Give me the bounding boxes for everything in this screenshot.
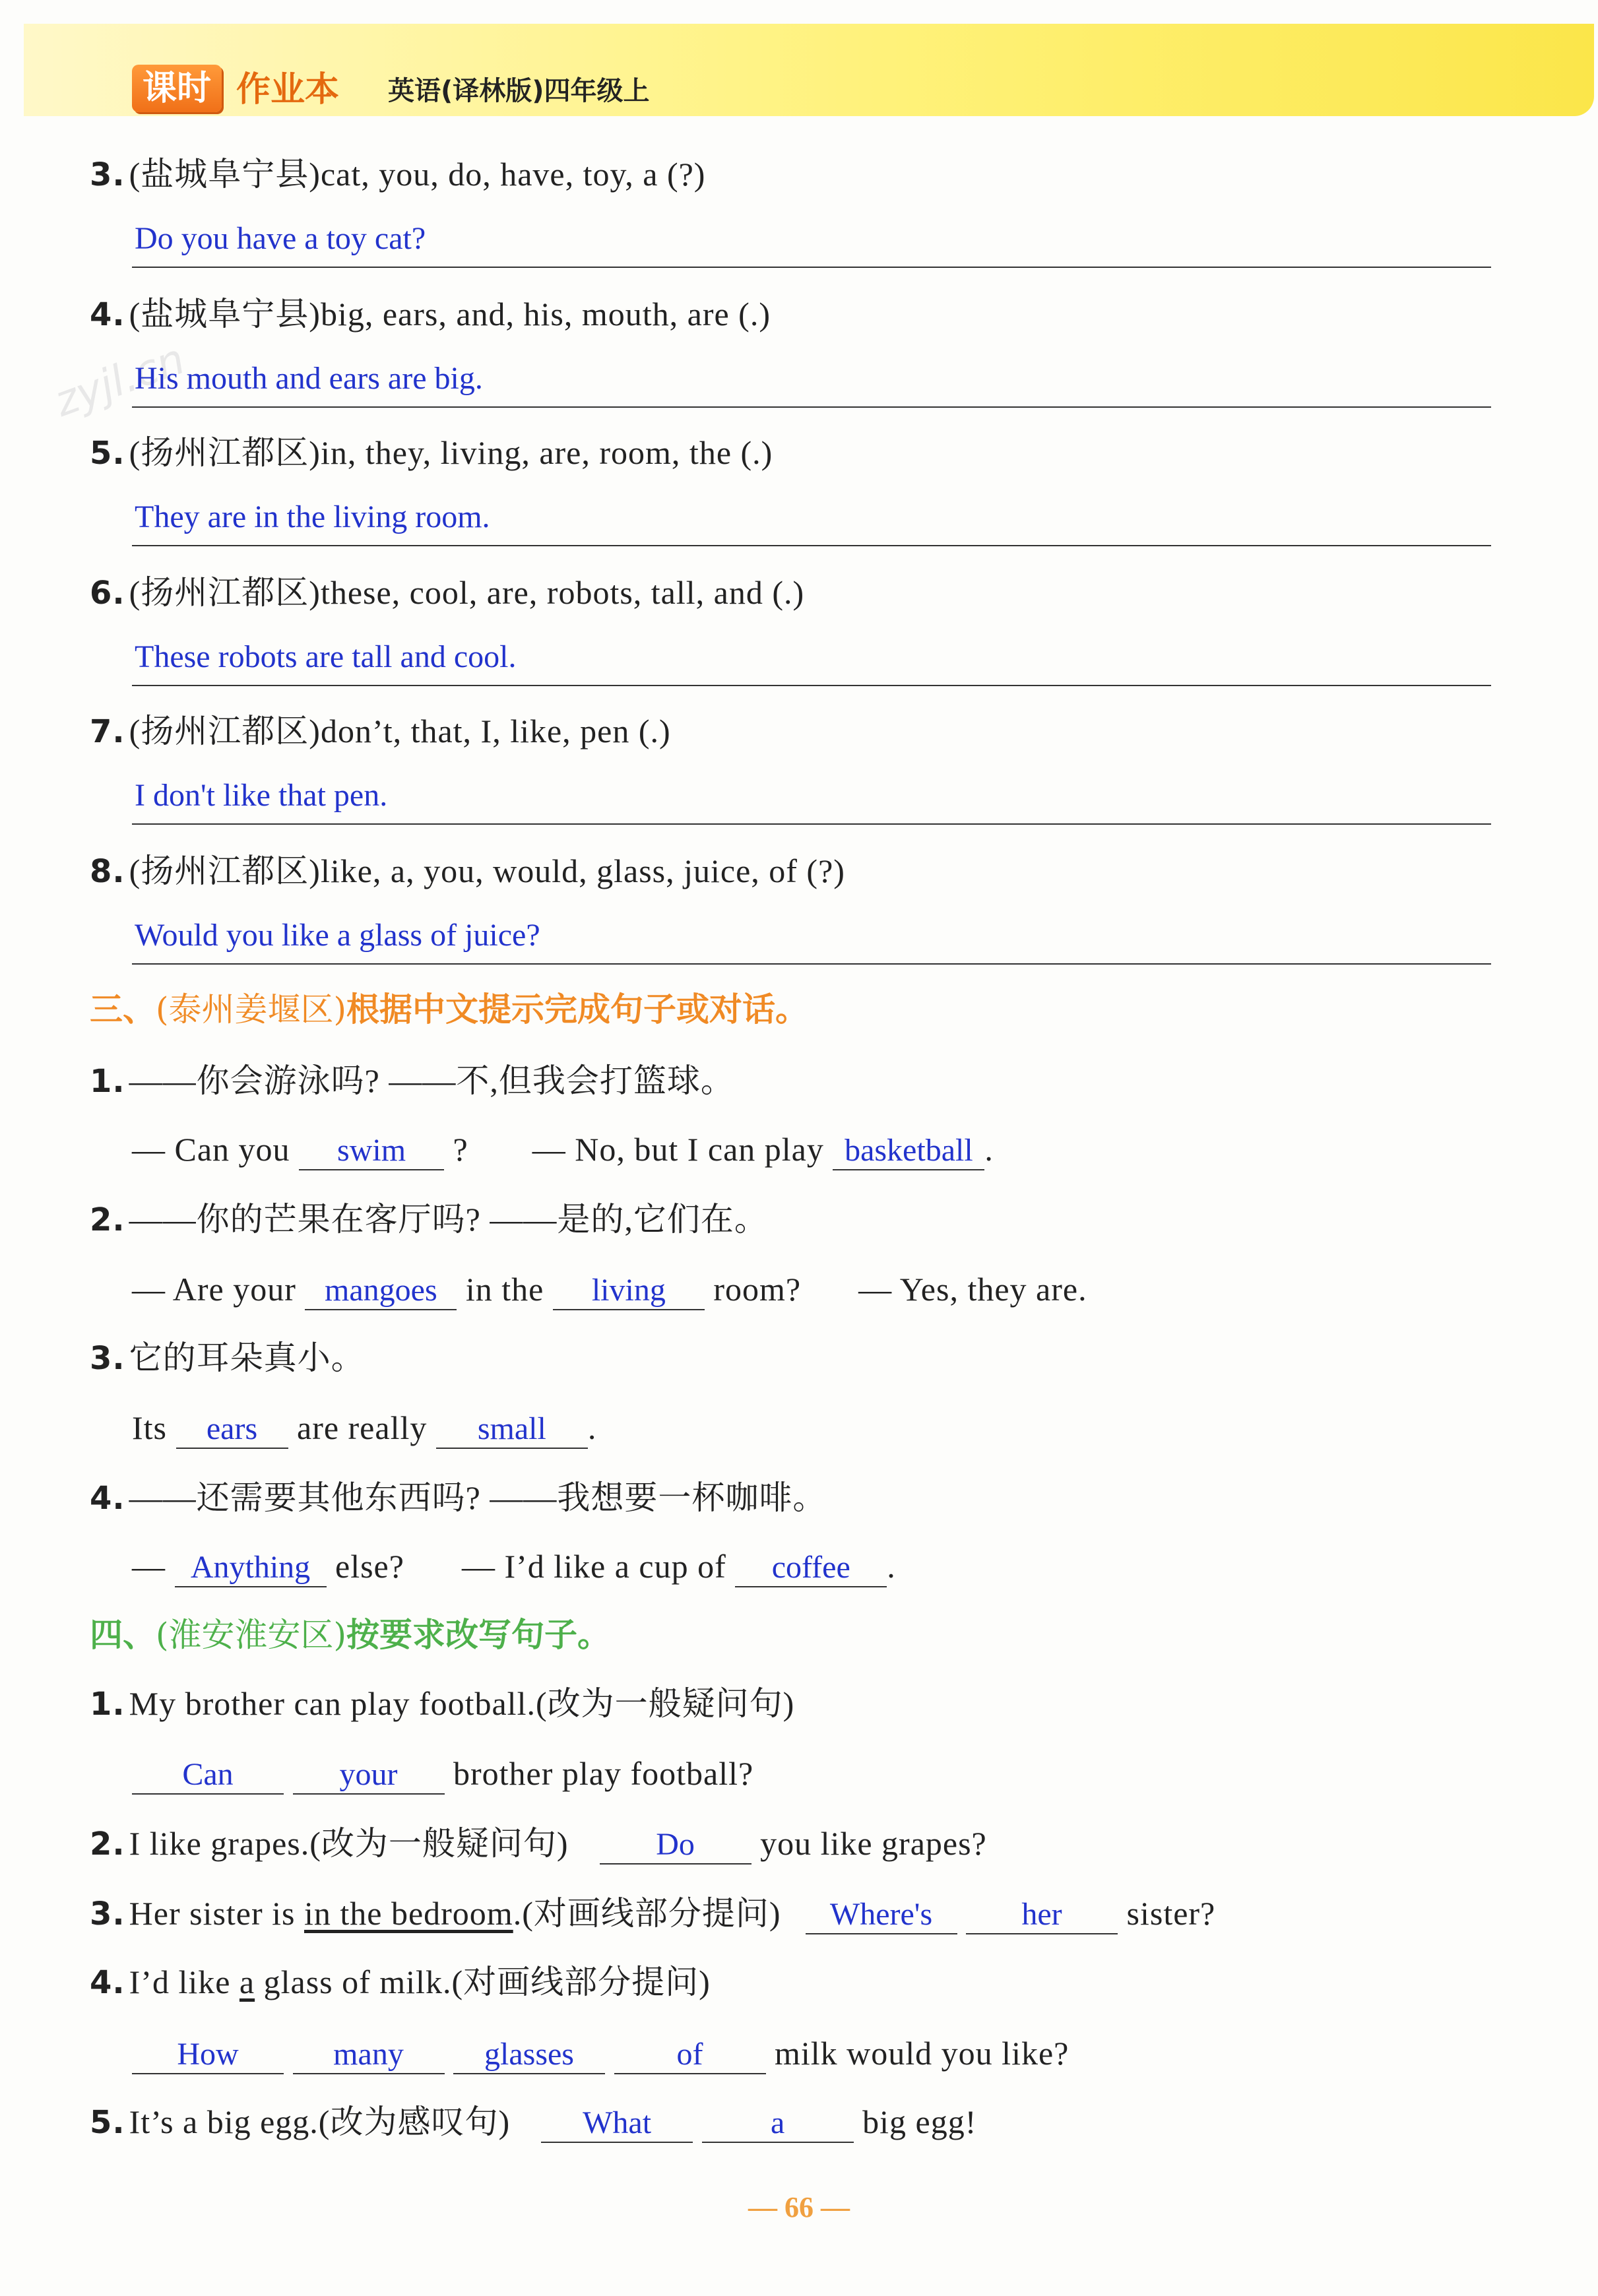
s3-question-3-zh: 3. 它的耳朵真小。 bbox=[90, 1339, 365, 1377]
underlined-phrase: in the bedroom bbox=[304, 1895, 513, 1932]
s4-question-3: 3. Her sister is in the bedroom.(对画线部分提问) Where's her sister? bbox=[90, 1892, 1215, 1935]
answer-line-4 bbox=[132, 406, 1491, 408]
underlined-word: a bbox=[239, 1963, 255, 2000]
question-7: 7. (扬州江都区)don’t, that, I, like, pen (.) bbox=[90, 713, 671, 750]
s4-question-1: 1. My brother can play football.(改为一般疑问句) bbox=[90, 1685, 795, 1723]
blank-basketball[interactable]: basketball bbox=[833, 1132, 984, 1170]
blank-her[interactable]: her bbox=[966, 1896, 1118, 1934]
blank-do[interactable]: Do bbox=[600, 1826, 751, 1865]
s4-question-4: 4. I’d like a glass of milk.(对画线部分提问) bbox=[90, 1963, 711, 2001]
question-5: 5. (扬州江都区)in, they, living, are, room, the (.) bbox=[90, 434, 773, 472]
answer-7: I don't like that pen. bbox=[135, 778, 388, 813]
answer-6: These robots are tall and cool. bbox=[135, 639, 517, 674]
blank-many[interactable]: many bbox=[293, 2036, 445, 2074]
question-6: 6. (扬州江都区)these, cool, are, robots, tall, and (.) bbox=[90, 574, 805, 612]
blank-mangoes[interactable]: mangoes bbox=[305, 1272, 457, 1310]
answer-line-8 bbox=[132, 963, 1491, 965]
book-subtitle: 英语(译林版)四年级上 bbox=[388, 76, 650, 106]
s3-question-1-zh: 1. ——你会游泳吗? ——不,但我会打篮球。 bbox=[90, 1062, 734, 1100]
section-4-heading: 四、(淮安淮安区)按要求改写句子。 bbox=[90, 1616, 611, 1654]
s4-question-2: 2. I like grapes.(改为一般疑问句) Do you like grapes? bbox=[90, 1822, 987, 1865]
logo-text: 作业本 bbox=[236, 70, 340, 110]
question-8: 8. (扬州江都区)like, a, you, would, glass, juice, of (?) bbox=[90, 852, 845, 890]
answer-line-5 bbox=[132, 545, 1491, 546]
s3-question-4-en: — Anything else? — I’d like a cup of coffee . bbox=[132, 1545, 896, 1587]
s4-answer-4: How many glasses of milk would you like? bbox=[132, 2032, 1069, 2074]
question-4: 4. (盐城阜宁县)big, ears, and, his, mouth, are (.) bbox=[90, 296, 771, 333]
s3-question-2-en: — Are your mangoes in the living room? — Yes, they are. bbox=[132, 1268, 1087, 1310]
answer-line-6 bbox=[132, 685, 1491, 686]
answer-line-3 bbox=[132, 267, 1491, 268]
blank-wheres[interactable]: Where's bbox=[806, 1896, 957, 1934]
blank-can[interactable]: Can bbox=[132, 1756, 284, 1795]
watermark: zyjl.cn bbox=[48, 335, 191, 427]
answer-4: His mouth and ears are big. bbox=[135, 361, 483, 396]
answer-line-7 bbox=[132, 823, 1491, 825]
s4-answer-1: Can your brother play football? bbox=[132, 1752, 753, 1795]
blank-of[interactable]: of bbox=[614, 2036, 766, 2074]
answer-5: They are in the living room. bbox=[135, 499, 490, 534]
section-3-heading: 三、(泰州姜堰区)根据中文提示完成句子或对话。 bbox=[90, 990, 809, 1029]
blank-anything[interactable]: Anything bbox=[175, 1549, 327, 1587]
blank-glasses[interactable]: glasses bbox=[453, 2036, 605, 2074]
blank-how[interactable]: How bbox=[132, 2036, 284, 2074]
answer-8: Would you like a glass of juice? bbox=[135, 918, 540, 953]
answer-3: Do you have a toy cat? bbox=[135, 221, 426, 256]
logo-highlight: 课时 bbox=[132, 65, 222, 112]
s3-question-1-en: — Can you swim ? — No, but I can play basketball . bbox=[132, 1128, 994, 1170]
page-number: — 66 — bbox=[748, 2191, 850, 2223]
blank-your[interactable]: your bbox=[293, 1756, 445, 1795]
question-3: 3. (盐城阜宁县)cat, you, do, have, toy, a (?) bbox=[90, 156, 706, 193]
blank-ears[interactable]: ears bbox=[176, 1411, 288, 1449]
blank-what[interactable]: What bbox=[541, 2105, 693, 2143]
blank-coffee[interactable]: coffee bbox=[735, 1549, 887, 1587]
blank-swim[interactable]: swim bbox=[299, 1132, 444, 1170]
blank-small[interactable]: small bbox=[436, 1411, 588, 1449]
blank-living[interactable]: living bbox=[553, 1272, 705, 1310]
s3-question-2-zh: 2. ——你的芒果在客厅吗? ——是的,它们在。 bbox=[90, 1201, 768, 1238]
blank-a[interactable]: a bbox=[702, 2105, 854, 2143]
s3-question-3-en: Its ears are really small . bbox=[132, 1407, 596, 1449]
s3-question-4-zh: 4. ——还需要其他东西吗? ——我想要一杯咖啡。 bbox=[90, 1479, 827, 1517]
s4-question-5: 5. It’s a big egg.(改为感叹句) What a big egg! bbox=[90, 2101, 976, 2144]
